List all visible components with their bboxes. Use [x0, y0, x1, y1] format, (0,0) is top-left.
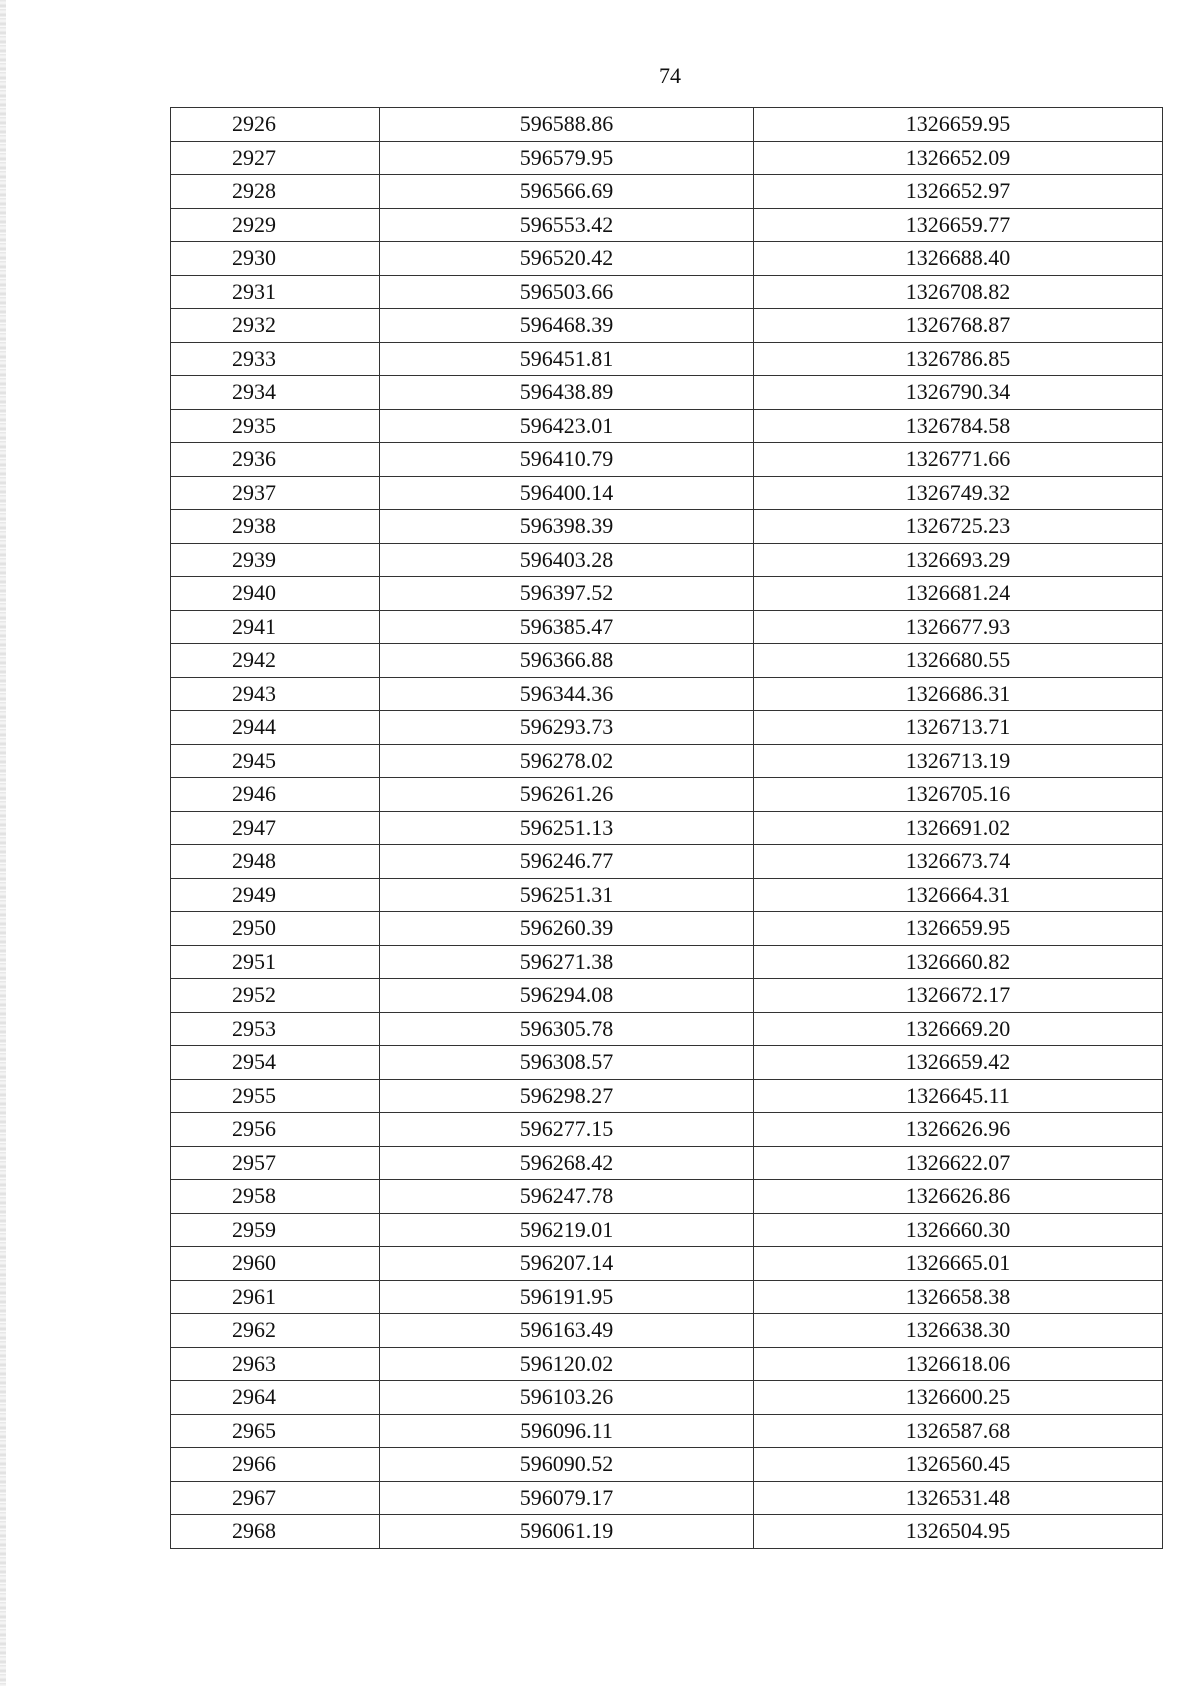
point-number-cell: 2944 — [171, 711, 380, 745]
y-coordinate-cell: 1326587.68 — [754, 1414, 1163, 1448]
point-number-cell: 2965 — [171, 1414, 380, 1448]
y-coordinate-cell: 1326659.77 — [754, 208, 1163, 242]
table-row — [171, 1012, 1163, 1046]
x-coordinate-cell: 596366.88 — [380, 644, 754, 678]
x-coordinate-cell: 596503.66 — [380, 275, 754, 309]
x-coordinate-cell: 596305.78 — [380, 1012, 754, 1046]
x-coordinate-cell: 596294.08 — [380, 979, 754, 1013]
y-coordinate-cell: 1326677.93 — [754, 610, 1163, 644]
point-number-cell: 2960 — [171, 1247, 380, 1281]
point-number-cell: 2945 — [171, 744, 380, 778]
y-coordinate-cell: 1326660.82 — [754, 945, 1163, 979]
x-coordinate-cell: 596251.31 — [380, 878, 754, 912]
point-number-cell: 2947 — [171, 811, 380, 845]
table-row — [171, 175, 1163, 209]
x-coordinate-cell: 596579.95 — [380, 141, 754, 175]
table-row — [171, 811, 1163, 845]
point-number-cell: 2940 — [171, 577, 380, 611]
point-number-cell: 2928 — [171, 175, 380, 209]
point-number-cell: 2938 — [171, 510, 380, 544]
x-coordinate-cell: 596278.02 — [380, 744, 754, 778]
table-row — [171, 677, 1163, 711]
table-row — [171, 309, 1163, 343]
x-coordinate-cell: 596403.28 — [380, 543, 754, 577]
table-row — [171, 242, 1163, 276]
x-coordinate-cell: 596247.78 — [380, 1180, 754, 1214]
table-row — [171, 1180, 1163, 1214]
table-row — [171, 1280, 1163, 1314]
x-coordinate-cell: 596268.42 — [380, 1146, 754, 1180]
y-coordinate-cell: 1326786.85 — [754, 342, 1163, 376]
point-number-cell: 2934 — [171, 376, 380, 410]
y-coordinate-cell: 1326708.82 — [754, 275, 1163, 309]
point-number-cell: 2937 — [171, 476, 380, 510]
table-row — [171, 208, 1163, 242]
x-coordinate-cell: 596410.79 — [380, 443, 754, 477]
point-number-cell: 2966 — [171, 1448, 380, 1482]
y-coordinate-cell: 1326688.40 — [754, 242, 1163, 276]
y-coordinate-cell: 1326665.01 — [754, 1247, 1163, 1281]
y-coordinate-cell: 1326652.97 — [754, 175, 1163, 209]
x-coordinate-cell: 596293.73 — [380, 711, 754, 745]
table-row — [171, 878, 1163, 912]
table-row — [171, 443, 1163, 477]
table-row — [171, 945, 1163, 979]
point-number-cell: 2956 — [171, 1113, 380, 1147]
y-coordinate-cell: 1326784.58 — [754, 409, 1163, 443]
y-coordinate-cell: 1326660.30 — [754, 1213, 1163, 1247]
y-coordinate-cell: 1326638.30 — [754, 1314, 1163, 1348]
x-coordinate-cell: 596079.17 — [380, 1481, 754, 1515]
table-row — [171, 744, 1163, 778]
x-coordinate-cell: 596277.15 — [380, 1113, 754, 1147]
table-row — [171, 711, 1163, 745]
y-coordinate-cell: 1326768.87 — [754, 309, 1163, 343]
table-row — [171, 1481, 1163, 1515]
table-row — [171, 476, 1163, 510]
table-row — [171, 1079, 1163, 1113]
y-coordinate-cell: 1326560.45 — [754, 1448, 1163, 1482]
point-number-cell: 2935 — [171, 409, 380, 443]
point-number-cell: 2930 — [171, 242, 380, 276]
x-coordinate-cell: 596423.01 — [380, 409, 754, 443]
y-coordinate-cell: 1326645.11 — [754, 1079, 1163, 1113]
y-coordinate-cell: 1326713.71 — [754, 711, 1163, 745]
point-number-cell: 2926 — [171, 108, 380, 142]
point-number-cell: 2958 — [171, 1180, 380, 1214]
table-row — [171, 778, 1163, 812]
y-coordinate-cell: 1326686.31 — [754, 677, 1163, 711]
point-number-cell: 2939 — [171, 543, 380, 577]
table-row — [171, 1347, 1163, 1381]
table-row — [171, 376, 1163, 410]
x-coordinate-cell: 596385.47 — [380, 610, 754, 644]
x-coordinate-cell: 596246.77 — [380, 845, 754, 879]
x-coordinate-cell: 596566.69 — [380, 175, 754, 209]
point-number-cell: 2950 — [171, 912, 380, 946]
point-number-cell: 2953 — [171, 1012, 380, 1046]
y-coordinate-cell: 1326680.55 — [754, 644, 1163, 678]
x-coordinate-cell: 596271.38 — [380, 945, 754, 979]
point-number-cell: 2943 — [171, 677, 380, 711]
table-row — [171, 577, 1163, 611]
point-number-cell: 2931 — [171, 275, 380, 309]
table-row — [171, 610, 1163, 644]
point-number-cell: 2964 — [171, 1381, 380, 1415]
x-coordinate-cell: 596344.36 — [380, 677, 754, 711]
y-coordinate-cell: 1326681.24 — [754, 577, 1163, 611]
point-number-cell: 2954 — [171, 1046, 380, 1080]
table-row — [171, 108, 1163, 142]
point-number-cell: 2948 — [171, 845, 380, 879]
y-coordinate-cell: 1326664.31 — [754, 878, 1163, 912]
table-row — [171, 1213, 1163, 1247]
x-coordinate-cell: 596090.52 — [380, 1448, 754, 1482]
point-number-cell: 2968 — [171, 1515, 380, 1549]
y-coordinate-cell: 1326600.25 — [754, 1381, 1163, 1415]
table-row — [171, 1314, 1163, 1348]
y-coordinate-cell: 1326658.38 — [754, 1280, 1163, 1314]
y-coordinate-cell: 1326504.95 — [754, 1515, 1163, 1549]
point-number-cell: 2936 — [171, 443, 380, 477]
y-coordinate-cell: 1326790.34 — [754, 376, 1163, 410]
x-coordinate-cell: 596438.89 — [380, 376, 754, 410]
x-coordinate-cell: 596163.49 — [380, 1314, 754, 1348]
table-row — [171, 1247, 1163, 1281]
y-coordinate-cell: 1326691.02 — [754, 811, 1163, 845]
x-coordinate-cell: 596261.26 — [380, 778, 754, 812]
table-row — [171, 1414, 1163, 1448]
point-number-cell: 2962 — [171, 1314, 380, 1348]
table-row — [171, 644, 1163, 678]
point-number-cell: 2967 — [171, 1481, 380, 1515]
x-coordinate-cell: 596398.39 — [380, 510, 754, 544]
x-coordinate-cell: 596298.27 — [380, 1079, 754, 1113]
point-number-cell: 2963 — [171, 1347, 380, 1381]
point-number-cell: 2929 — [171, 208, 380, 242]
table-row — [171, 510, 1163, 544]
x-coordinate-cell: 596553.42 — [380, 208, 754, 242]
point-number-cell: 2959 — [171, 1213, 380, 1247]
point-number-cell: 2932 — [171, 309, 380, 343]
table-row — [171, 1146, 1163, 1180]
y-coordinate-cell: 1326749.32 — [754, 476, 1163, 510]
x-coordinate-cell: 596219.01 — [380, 1213, 754, 1247]
table-row — [171, 543, 1163, 577]
page-number: 74 — [659, 63, 681, 88]
x-coordinate-cell: 596120.02 — [380, 1347, 754, 1381]
point-number-cell: 2927 — [171, 141, 380, 175]
point-number-cell: 2946 — [171, 778, 380, 812]
x-coordinate-cell: 596468.39 — [380, 309, 754, 343]
table-row — [171, 409, 1163, 443]
table-row — [171, 1448, 1163, 1482]
table-row — [171, 141, 1163, 175]
table-row — [171, 1113, 1163, 1147]
y-coordinate-cell: 1326659.42 — [754, 1046, 1163, 1080]
x-coordinate-cell: 596061.19 — [380, 1515, 754, 1549]
y-coordinate-cell: 1326652.09 — [754, 141, 1163, 175]
coordinates-table — [170, 107, 1163, 1549]
table-row — [171, 979, 1163, 1013]
x-coordinate-cell: 596191.95 — [380, 1280, 754, 1314]
x-coordinate-cell: 596103.26 — [380, 1381, 754, 1415]
x-coordinate-cell: 596308.57 — [380, 1046, 754, 1080]
y-coordinate-cell: 1326725.23 — [754, 510, 1163, 544]
x-coordinate-cell: 596260.39 — [380, 912, 754, 946]
table-row — [171, 845, 1163, 879]
point-number-cell: 2961 — [171, 1280, 380, 1314]
point-number-cell: 2951 — [171, 945, 380, 979]
point-number-cell: 2942 — [171, 644, 380, 678]
point-number-cell: 2957 — [171, 1146, 380, 1180]
y-coordinate-cell: 1326705.16 — [754, 778, 1163, 812]
y-coordinate-cell: 1326771.66 — [754, 443, 1163, 477]
table-row — [171, 275, 1163, 309]
x-coordinate-cell: 596397.52 — [380, 577, 754, 611]
y-coordinate-cell: 1326669.20 — [754, 1012, 1163, 1046]
point-number-cell: 2952 — [171, 979, 380, 1013]
y-coordinate-cell: 1326626.96 — [754, 1113, 1163, 1147]
table-row — [171, 1515, 1163, 1549]
x-coordinate-cell: 596451.81 — [380, 342, 754, 376]
y-coordinate-cell: 1326618.06 — [754, 1347, 1163, 1381]
y-coordinate-cell: 1326622.07 — [754, 1146, 1163, 1180]
x-coordinate-cell: 596520.42 — [380, 242, 754, 276]
point-number-cell: 2933 — [171, 342, 380, 376]
y-coordinate-cell: 1326713.19 — [754, 744, 1163, 778]
x-coordinate-cell: 596251.13 — [380, 811, 754, 845]
point-number-cell: 2941 — [171, 610, 380, 644]
y-coordinate-cell: 1326672.17 — [754, 979, 1163, 1013]
x-coordinate-cell: 596400.14 — [380, 476, 754, 510]
x-coordinate-cell: 596588.86 — [380, 108, 754, 142]
y-coordinate-cell: 1326626.86 — [754, 1180, 1163, 1214]
x-coordinate-cell: 596096.11 — [380, 1414, 754, 1448]
scan-edge-artifact — [0, 0, 6, 1686]
table-row — [171, 1381, 1163, 1415]
table-body — [171, 108, 1163, 1549]
x-coordinate-cell: 596207.14 — [380, 1247, 754, 1281]
y-coordinate-cell: 1326659.95 — [754, 108, 1163, 142]
y-coordinate-cell: 1326531.48 — [754, 1481, 1163, 1515]
y-coordinate-cell: 1326693.29 — [754, 543, 1163, 577]
y-coordinate-cell: 1326673.74 — [754, 845, 1163, 879]
table-row — [171, 912, 1163, 946]
table-row — [171, 1046, 1163, 1080]
point-number-cell: 2949 — [171, 878, 380, 912]
table-row — [171, 342, 1163, 376]
y-coordinate-cell: 1326659.95 — [754, 912, 1163, 946]
point-number-cell: 2955 — [171, 1079, 380, 1113]
